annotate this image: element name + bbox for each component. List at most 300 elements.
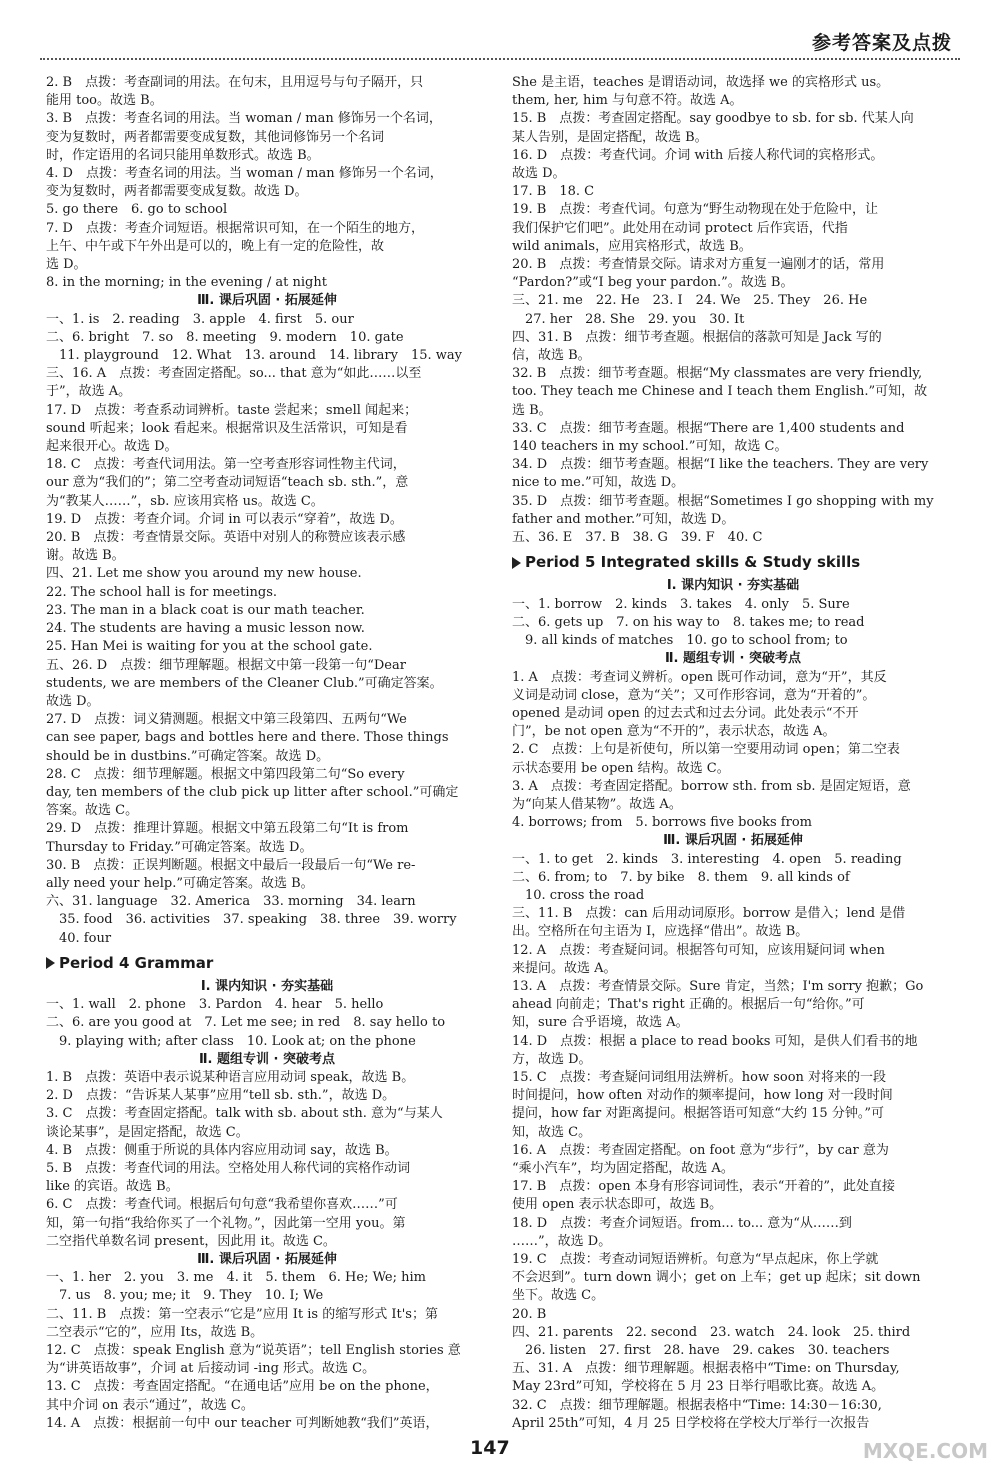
line-text: 10. cross the road bbox=[512, 887, 645, 903]
answer-line bbox=[512, 905, 954, 923]
answer-line bbox=[46, 911, 488, 929]
line-text: 某人告别，是固定搭配，故选 B。 bbox=[512, 129, 708, 145]
line-text: 知，故选 C。 bbox=[512, 1124, 592, 1140]
line-text: 我们保护它们吧”。此处用在动词 protect 后作宾语，代指 bbox=[512, 220, 848, 236]
answer-line bbox=[46, 729, 488, 747]
answer-line bbox=[46, 766, 488, 784]
answer-line bbox=[46, 238, 488, 256]
section-heading bbox=[46, 1251, 488, 1269]
answer-line bbox=[46, 311, 488, 329]
line-text: Ⅰ. 课内知识 · 夯实基础 bbox=[200, 978, 334, 994]
line-text: 来提问。故选 A。 bbox=[512, 960, 617, 976]
line-text: 3. B 点拨：考查名词的用法。当 woman / man 修饰另一个名词， bbox=[46, 111, 442, 127]
period-heading bbox=[46, 954, 488, 972]
line-text: 35. food 36. activities 37. speaking 38. three 39. worry bbox=[46, 912, 457, 928]
line-text: nice to me.”可知，故选 D。 bbox=[512, 475, 685, 491]
line-text: 谢。故选 B。 bbox=[46, 548, 125, 564]
answer-line bbox=[512, 402, 954, 420]
line-text: 5. go there 6. go to school bbox=[46, 202, 228, 218]
line-text: 使用 open 表示状态即可，故选 B。 bbox=[512, 1197, 723, 1213]
line-text: 一、1. her 2. you 3. me 4. it 5. them 6. He; We; him bbox=[46, 1270, 426, 1286]
answer-line bbox=[512, 596, 954, 614]
answer-line bbox=[512, 942, 954, 960]
answer-line bbox=[46, 820, 488, 838]
line-text: 17. B 18. C bbox=[512, 184, 595, 200]
line-text: 13. C 点拨：考查固定搭配。“在通电话”应用 be on the phone， bbox=[46, 1379, 439, 1395]
line-text: 15. B 点拨：考查固定搭配。say goodbye to sb. for sb. 代某人向 bbox=[512, 111, 914, 127]
answer-line bbox=[512, 1215, 954, 1233]
answer-line bbox=[46, 74, 488, 92]
line-text: 23. The man in a black coat is our math teacher. bbox=[46, 602, 365, 618]
answer-line bbox=[46, 1397, 488, 1415]
answer-line bbox=[46, 529, 488, 547]
line-text: 变为复数时，两者都需要变成复数。故选 D。 bbox=[46, 184, 308, 200]
answer-line bbox=[46, 802, 488, 820]
header-divider bbox=[40, 58, 960, 60]
line-text: 方，故选 D。 bbox=[512, 1051, 592, 1067]
line-text: ahead 向前走；That's right 正确的。根据后一句“给你。”可 bbox=[512, 997, 865, 1013]
line-text: 14. A 点拨：根据前一句中 our teacher 可判断她教“我们”英语， bbox=[46, 1415, 439, 1431]
line-text: ally need your help.”可确定答案。故选 B。 bbox=[46, 875, 314, 891]
line-text: 一、1. borrow 2. kinds 3. takes 4. only 5. Sure bbox=[512, 596, 850, 612]
answer-line bbox=[46, 996, 488, 1014]
answer-line bbox=[46, 402, 488, 420]
answer-line bbox=[46, 256, 488, 274]
line-text: 9. playing with; after class 10. Look at; on the phone bbox=[46, 1033, 416, 1049]
line-text: 二、6. bright 7. so 8. meeting 9. modern 10. gate bbox=[46, 329, 404, 345]
answer-line bbox=[512, 705, 954, 723]
answer-line bbox=[512, 1378, 954, 1396]
line-text: 四、21. parents 22. second 23. watch 24. look 25. third bbox=[512, 1324, 911, 1340]
answer-line bbox=[512, 147, 954, 165]
answer-line bbox=[46, 92, 488, 110]
line-text: can see paper, bags and bottles here and there. Those things bbox=[46, 730, 449, 746]
answer-line bbox=[512, 311, 954, 329]
line-text: sound 听起来；look 看起来。根据常识及生活常识，可知是看 bbox=[46, 420, 408, 436]
line-text: 4. B 点拨：侧重于所说的具体内容应用动词 say，故选 B。 bbox=[46, 1142, 398, 1158]
answer-line bbox=[46, 748, 488, 766]
line-text: opened 是动词 open 的过去式和过去分词。此处表示“不开 bbox=[512, 705, 859, 721]
answer-line bbox=[512, 1069, 954, 1087]
line-text: 18. D 点拨：考查介词短语。from... to... 意为“从……到 bbox=[512, 1215, 852, 1231]
line-text: 五、31. A 点拨：细节理解题。根据表格中“Time: on Thursday, bbox=[512, 1361, 900, 1377]
line-text: 24. The students are having a music lesson now. bbox=[46, 621, 365, 637]
answer-line bbox=[512, 760, 954, 778]
line-text: 故选 D。 bbox=[46, 693, 100, 709]
line-text: 四、31. B 点拨：细节考查题。根据信的落款可知是 Jack 写的 bbox=[512, 329, 882, 345]
line-text: 四、21. Let me show you around my new house. bbox=[46, 566, 362, 582]
answer-line bbox=[46, 1269, 488, 1287]
line-text: 二、6. gets up 7. on his way to 8. takes me; to read bbox=[512, 614, 865, 630]
answer-line bbox=[512, 1233, 954, 1251]
line-text: 35. D 点拨：细节考查题。根据“Sometimes I go shopping with my bbox=[512, 493, 934, 509]
answer-line bbox=[512, 741, 954, 759]
answer-line bbox=[512, 201, 954, 219]
line-text: Ⅲ. 课后巩固 · 拓展延伸 bbox=[197, 1252, 337, 1267]
answer-line bbox=[512, 1342, 954, 1360]
answer-line bbox=[512, 1287, 954, 1305]
answer-line bbox=[46, 839, 488, 857]
answer-line bbox=[512, 92, 954, 110]
answer-line bbox=[512, 614, 954, 632]
line-text: our 意为“我们的”；第二空考查动词短语“teach sb. sth.”，意 bbox=[46, 475, 409, 491]
line-text: 三、21. me 22. He 23. I 24. We 25. They 26. He bbox=[512, 293, 868, 309]
line-text: 二空指代单数名词 present，因此用 it。故选 C。 bbox=[46, 1233, 336, 1249]
line-text: 22. The school hall is for meetings. bbox=[46, 584, 278, 600]
line-text: 12. C 点拨：speak English 意为“说英语”；tell English stories 意 bbox=[46, 1343, 461, 1359]
line-text: 2. B 点拨：考查副词的用法。在句末，且用逗号与句子隔开，只 bbox=[46, 75, 424, 90]
line-text: Ⅲ. 课后巩固 · 拓展延伸 bbox=[197, 293, 337, 309]
line-text: 于”，故选 A。 bbox=[46, 384, 132, 400]
line-text: 2. C 点拨：上句是祈使句，所以第一空要用动词 open；第二空表 bbox=[512, 742, 900, 758]
answer-line bbox=[46, 565, 488, 583]
line-text: 谈论某事”，是固定搭配，故选 C。 bbox=[46, 1124, 249, 1140]
answer-line bbox=[46, 784, 488, 802]
answer-line bbox=[512, 1178, 954, 1196]
answer-line bbox=[512, 1105, 954, 1123]
answer-line bbox=[46, 1087, 488, 1105]
answer-line bbox=[512, 110, 954, 128]
line-text: 起来很开心。故选 D。 bbox=[46, 439, 178, 455]
answer-line bbox=[46, 1306, 488, 1324]
line-text: 故选 D。 bbox=[512, 166, 566, 182]
answer-line bbox=[512, 1397, 954, 1415]
answer-line bbox=[512, 165, 954, 183]
line-text: 28. C 点拨：细节理解题。根据文中第四段第二句“So every bbox=[46, 766, 405, 782]
answer-line bbox=[512, 669, 954, 687]
line-text: 33. C 点拨：细节考查题。根据“There are 1,400 students and bbox=[512, 420, 905, 436]
line-text: 答案。故选 C。 bbox=[46, 803, 139, 819]
answer-line bbox=[512, 778, 954, 796]
answer-line bbox=[512, 183, 954, 201]
answer-line bbox=[512, 329, 954, 347]
line-text: 19. D 点拨：考查介词。介词 in 可以表示“穿着”，故选 D。 bbox=[46, 511, 403, 527]
answer-line bbox=[512, 347, 954, 365]
answer-line bbox=[512, 256, 954, 274]
answer-line bbox=[512, 687, 954, 705]
answer-line bbox=[46, 657, 488, 675]
line-text: 32. C 点拨：细节理解题。根据表格中“Time: 14:30－16:30, bbox=[512, 1397, 882, 1413]
answer-line bbox=[46, 183, 488, 201]
answer-line bbox=[46, 711, 488, 729]
line-text: 能用 too。故选 B。 bbox=[46, 93, 163, 109]
answer-line bbox=[46, 638, 488, 656]
line-text: 15. C 点拨：考查疑问词组用法辨析。how soon 对将来的一段 bbox=[512, 1069, 887, 1085]
line-text: 17. D 点拨：考查系动词辨析。taste 尝起来；smell 闻起来； bbox=[46, 402, 418, 418]
line-text: 3. C 点拨：考查固定搭配。talk with sb. about sth. 意为“与某人 bbox=[46, 1106, 443, 1122]
answer-line bbox=[46, 857, 488, 875]
line-text: 选 D。 bbox=[46, 257, 87, 273]
line-text: 16. D 点拨：考查代词。介词 with 后接人称代词的宾格形式。 bbox=[512, 147, 884, 163]
answer-line bbox=[46, 329, 488, 347]
answer-line bbox=[46, 220, 488, 238]
answer-line bbox=[512, 814, 954, 832]
answer-line bbox=[512, 1014, 954, 1032]
answer-line bbox=[512, 220, 954, 238]
line-text: “Pardon?”或“I beg your pardon.”。故选 B。 bbox=[512, 275, 794, 291]
line-text: 知，第一句指“我给你买了一个礼物。”，因此第一空用 you。第 bbox=[46, 1215, 406, 1231]
answer-line bbox=[46, 1033, 488, 1051]
line-text: 门”，be not open 意为“不开的”，表示状态，故选 A。 bbox=[512, 724, 836, 740]
answer-line bbox=[512, 1087, 954, 1105]
line-text: 11. playground 12. What 13. around 14. library 15. way bbox=[46, 348, 462, 364]
answer-line bbox=[512, 1160, 954, 1178]
answer-line bbox=[46, 438, 488, 456]
line-text: 不会迟到”。turn down 调小；get on 上车；get up 起床；sit down bbox=[512, 1270, 921, 1286]
answer-line bbox=[46, 511, 488, 529]
answer-line bbox=[512, 511, 954, 529]
answer-line bbox=[46, 1215, 488, 1233]
line-text: ……”，故选 D。 bbox=[512, 1233, 612, 1249]
line-text: 示状态要用 be open 结构。故选 C。 bbox=[512, 760, 730, 776]
line-text: 13. A 点拨：考查情景交际。Sure 肯定，当然；I'm sorry 抱歉；Go bbox=[512, 978, 924, 994]
line-text: 26. listen 27. first 28. have 29. cakes 30. teachers bbox=[512, 1343, 890, 1359]
line-text: 义词是动词 close，意为“关”；又可作形容词，意为“开着的”。 bbox=[512, 687, 876, 703]
line-text: 时间提问，how often 对动作的频率提问，how long 对一段时间 bbox=[512, 1088, 893, 1104]
answer-line bbox=[46, 930, 488, 948]
line-text: 一、1. wall 2. phone 3. Pardon 4. hear 5. hello bbox=[46, 997, 384, 1013]
answer-line bbox=[46, 693, 488, 711]
section-heading bbox=[512, 650, 954, 668]
line-text: 五、36. E 37. B 38. G 39. F 40. C bbox=[512, 530, 763, 546]
answer-line bbox=[46, 584, 488, 602]
line-text: 1. A 点拨：考查词义辨析。open 既可作动词，意为“开”，其反 bbox=[512, 669, 887, 685]
line-text: 上午、中午或下午外出是可以的，晚上有一定的危险性，故 bbox=[46, 238, 385, 254]
answer-line bbox=[512, 438, 954, 456]
answer-line bbox=[46, 1142, 488, 1160]
answer-line bbox=[46, 1069, 488, 1087]
page-header bbox=[0, 0, 1000, 58]
answer-line bbox=[512, 1324, 954, 1342]
answer-line bbox=[46, 602, 488, 620]
answer-line bbox=[512, 493, 954, 511]
answer-line bbox=[512, 292, 954, 310]
answer-line bbox=[512, 960, 954, 978]
answer-line bbox=[46, 675, 488, 693]
answer-line bbox=[512, 723, 954, 741]
answer-line bbox=[46, 274, 488, 292]
answer-line bbox=[512, 996, 954, 1014]
line-text: 出。空格所在句主语为 I，应选择“借出”。故选 B。 bbox=[512, 924, 809, 940]
answer-line bbox=[46, 456, 488, 474]
line-text: wild animals，应用宾格形式，故选 B。 bbox=[512, 238, 752, 254]
line-text: 17. B 点拨：open 本身有形容词词性，表示“开着的”，此处直接 bbox=[512, 1179, 895, 1195]
line-text: 8. in the morning; in the evening / at night bbox=[46, 275, 327, 291]
line-text: Ⅱ. 题组专训 · 突破考点 bbox=[198, 1051, 336, 1067]
answer-line bbox=[46, 365, 488, 383]
answer-line bbox=[512, 529, 954, 547]
line-text: 16. A 点拨：考查固定搭配。on foot 意为“步行”，by car 意为 bbox=[512, 1142, 889, 1158]
answer-line bbox=[46, 1324, 488, 1342]
line-text: 30. B 点拨：正误判断题。根据文中最后一段最后一句“We re- bbox=[46, 857, 416, 873]
line-text: 32. B 点拨：细节考查题。根据“My classmates are very friendly, bbox=[512, 366, 923, 382]
line-text: 选 B。 bbox=[512, 402, 552, 418]
answer-line bbox=[46, 1196, 488, 1214]
answer-line bbox=[512, 632, 954, 650]
answer-line bbox=[512, 1269, 954, 1287]
line-text: Ⅰ. 课内知识 · 夯实基础 bbox=[666, 578, 800, 594]
line-text: 其中介词 on 表示“通过”，故选 C。 bbox=[46, 1397, 254, 1413]
answer-line bbox=[512, 1415, 954, 1433]
line-text: “乘小汽车”，均为固定搭配，故选 A。 bbox=[512, 1160, 734, 1176]
line-text: 二、6. are you good at 7. Let me see; in red 8. say hello to bbox=[46, 1015, 446, 1031]
answer-line bbox=[512, 274, 954, 292]
answer-line bbox=[46, 493, 488, 511]
section-heading bbox=[512, 577, 954, 595]
line-text: 2. D 点拨：“告诉某人某事”应用“tell sb. sth.”，故选 D。 bbox=[46, 1088, 396, 1104]
line-text: 提问，how far 对距离提问。根据答语可知意“大约 15 分钟。”可 bbox=[512, 1106, 884, 1122]
answer-line bbox=[46, 875, 488, 893]
triangle-bullet-icon bbox=[46, 957, 55, 969]
answer-line bbox=[512, 129, 954, 147]
answer-line bbox=[46, 1360, 488, 1378]
answer-line bbox=[512, 456, 954, 474]
line-text: 1. B 点拨：英语中表示说某种语言应用动词 speak，故选 B。 bbox=[46, 1069, 415, 1085]
line-text: 19. C 点拨：考查动词短语辨析。句意为“早点起床，你上学就 bbox=[512, 1252, 879, 1267]
answer-line bbox=[46, 1342, 488, 1360]
period-heading bbox=[512, 553, 954, 571]
line-text: 12. A 点拨：考查疑问词。根据答句可知，应该用疑问词 when bbox=[512, 942, 885, 958]
line-text: 27. her 28. She 29. you 30. It bbox=[512, 311, 745, 327]
answer-line bbox=[46, 201, 488, 219]
answer-line bbox=[46, 1287, 488, 1305]
line-text: father and mother.”可知，故选 D。 bbox=[512, 511, 735, 527]
answer-line bbox=[46, 383, 488, 401]
answer-line bbox=[46, 1014, 488, 1032]
section-heading bbox=[46, 978, 488, 996]
line-text: 7. D 点拨：考查介词短语。根据常识可知，在一个陌生的地方， bbox=[46, 220, 424, 236]
answer-line bbox=[46, 110, 488, 128]
line-text: 20. B 点拨：考查情景交际。请求对方重复一遍刚才的话，常用 bbox=[512, 257, 885, 273]
line-text: 140 teachers in my school.”可知，故选 C。 bbox=[512, 439, 788, 455]
answer-line bbox=[46, 1105, 488, 1123]
line-text: 20. B bbox=[512, 1306, 547, 1322]
line-text: 一、1. is 2. reading 3. apple 4. first 5. our bbox=[46, 311, 354, 327]
left-column bbox=[46, 74, 488, 1433]
answer-line bbox=[512, 1124, 954, 1142]
line-text: 29. D 点拨：推理计算题。根据文中第五段第二句“It is from bbox=[46, 821, 409, 837]
section-heading bbox=[46, 292, 488, 310]
answer-line bbox=[512, 474, 954, 492]
answer-line bbox=[46, 1415, 488, 1433]
line-text: 40. four bbox=[46, 930, 112, 946]
triangle-bullet-icon bbox=[512, 557, 521, 569]
answer-line bbox=[512, 1033, 954, 1051]
answer-line bbox=[46, 1160, 488, 1178]
line-text: 二、11. B 点拨：第一空表示“它是”应用 It is 的缩写形式 It's；第 bbox=[46, 1306, 438, 1322]
answer-line bbox=[46, 893, 488, 911]
watermark: MXQE.COM bbox=[862, 1439, 988, 1463]
line-text: students, we are members of the Cleaner Club.”可确定答案。 bbox=[46, 675, 443, 691]
line-text: 变为复数时，两者都需要变成复数，其他词修饰另一个名词 bbox=[46, 129, 385, 145]
line-text: like 的宾语。故选 B。 bbox=[46, 1179, 179, 1195]
line-text: 19. B 点拨：考查代词。句意为“野生动物现在处于危险中，让 bbox=[512, 202, 879, 218]
answer-line bbox=[512, 238, 954, 256]
line-text: 信，故选 B。 bbox=[512, 348, 591, 364]
line-text: 25. Han Mei is waiting for you at the school gate. bbox=[46, 639, 373, 655]
section-heading bbox=[512, 832, 954, 850]
answer-line bbox=[46, 620, 488, 638]
line-text: 二、6. from; to 7. by bike 8. them 9. all kinds of bbox=[512, 869, 850, 885]
line-text: 时，作定语用的名词只能用单数形式。故选 B。 bbox=[46, 147, 320, 163]
line-text: 7. us 8. you; me; it 9. They 10. I; We bbox=[46, 1288, 324, 1304]
answer-line bbox=[512, 1306, 954, 1324]
answer-line bbox=[46, 1233, 488, 1251]
line-text: 三、11. B 点拨：can 后用动词原形。borrow 是借入；lend 是借 bbox=[512, 906, 906, 922]
answer-line bbox=[46, 1178, 488, 1196]
line-text: 为“向某人借某物”。故选 A。 bbox=[512, 796, 682, 812]
line-text: 二空表示“它的”，应用 Its，故选 B。 bbox=[46, 1324, 264, 1340]
answer-line bbox=[512, 869, 954, 887]
line-text: 9. all kinds of matches 10. go to school from; to bbox=[512, 633, 848, 649]
line-text: Ⅲ. 课后巩固 · 拓展延伸 bbox=[663, 833, 803, 849]
line-text: 4. borrows; from 5. borrows five books from bbox=[512, 815, 812, 831]
answer-line bbox=[512, 1196, 954, 1214]
answer-line bbox=[46, 165, 488, 183]
section-heading bbox=[46, 1051, 488, 1069]
answer-line bbox=[512, 383, 954, 401]
answer-line bbox=[512, 923, 954, 941]
line-text: should be in dustbins.”可确定答案。故选 D。 bbox=[46, 748, 330, 764]
line-text: too. They teach me Chinese and I teach them English.”可知，故 bbox=[512, 384, 928, 400]
line-text: 3. A 点拨：考查固定搭配。borrow sth. from sb. 是固定短语，意 bbox=[512, 778, 911, 794]
line-text: 一、1. to get 2. kinds 3. interesting 4. open 5. reading bbox=[512, 851, 902, 867]
line-text: 为“讲英语故事”，介词 at 后接动词 -ing 形式。故选 C。 bbox=[46, 1361, 376, 1377]
line-text: 6. C 点拨：考查代词。根据后句句意“我希望你喜欢……”可 bbox=[46, 1197, 398, 1213]
line-text: Ⅱ. 题组专训 · 突破考点 bbox=[664, 651, 802, 667]
answer-line bbox=[512, 74, 954, 92]
line-text: 18. C 点拨：考查代词用法。第一空考查形容词性物主代词， bbox=[46, 457, 406, 473]
line-text: She 是主语，teaches 是谓语动词，故选择 we 的宾格形式 us。 bbox=[512, 75, 890, 90]
answer-line bbox=[512, 365, 954, 383]
answer-line bbox=[46, 147, 488, 165]
answer-line bbox=[512, 796, 954, 814]
line-text: Period 5 Integrated skills & Study skills bbox=[525, 553, 861, 572]
answer-line bbox=[46, 129, 488, 147]
answer-line bbox=[512, 851, 954, 869]
line-text: 知，sure 合乎语境，故选 A。 bbox=[512, 1015, 689, 1031]
line-text: them, her, him 与句意不符。故选 A。 bbox=[512, 93, 743, 109]
answer-line bbox=[46, 474, 488, 492]
answer-line bbox=[512, 420, 954, 438]
page-number: 147 bbox=[470, 1437, 510, 1459]
line-text: Period 4 Grammar bbox=[59, 953, 214, 972]
line-text: 坐下。故选 C。 bbox=[512, 1288, 605, 1304]
line-text: Thursday to Friday.”可确定答案。故选 D。 bbox=[46, 839, 313, 855]
line-text: 34. D 点拨：细节考查题。根据“I like the teachers. They are very bbox=[512, 457, 929, 473]
right-column bbox=[512, 74, 954, 1433]
answer-line bbox=[512, 1251, 954, 1269]
answer-line bbox=[46, 420, 488, 438]
answer-line bbox=[512, 1360, 954, 1378]
answer-line bbox=[512, 887, 954, 905]
line-text: 4. D 点拨：考查名词的用法。当 woman / man 修饰另一个名词， bbox=[46, 166, 443, 182]
answer-line bbox=[46, 1124, 488, 1142]
line-text: April 25th”可知，4 月 25 日学校将在学校大厅举行一次报告 bbox=[512, 1415, 870, 1431]
header-title: 参考答案及点拨 bbox=[811, 32, 952, 54]
answer-line bbox=[512, 1142, 954, 1160]
line-text: 为“教某人……”，sb. 应该用宾格 us。故选 C。 bbox=[46, 493, 324, 509]
line-text: May 23rd”可知，学校将在 5 月 23 日举行唱歌比赛。故选 A。 bbox=[512, 1379, 885, 1395]
line-text: day, ten members of the club pick up litter after school.”可确定 bbox=[46, 784, 459, 800]
answer-line bbox=[46, 347, 488, 365]
answer-line bbox=[512, 1051, 954, 1069]
answer-line bbox=[46, 547, 488, 565]
answer-line bbox=[46, 1378, 488, 1396]
line-text: 20. B 点拨：考查情景交际。英语中对别人的称赞应该表示感 bbox=[46, 530, 406, 546]
line-text: 六、31. language 32. America 33. morning 34. learn bbox=[46, 894, 416, 910]
line-text: 27. D 点拨：词义猜测题。根据文中第三段第四、五两句“We bbox=[46, 712, 407, 728]
